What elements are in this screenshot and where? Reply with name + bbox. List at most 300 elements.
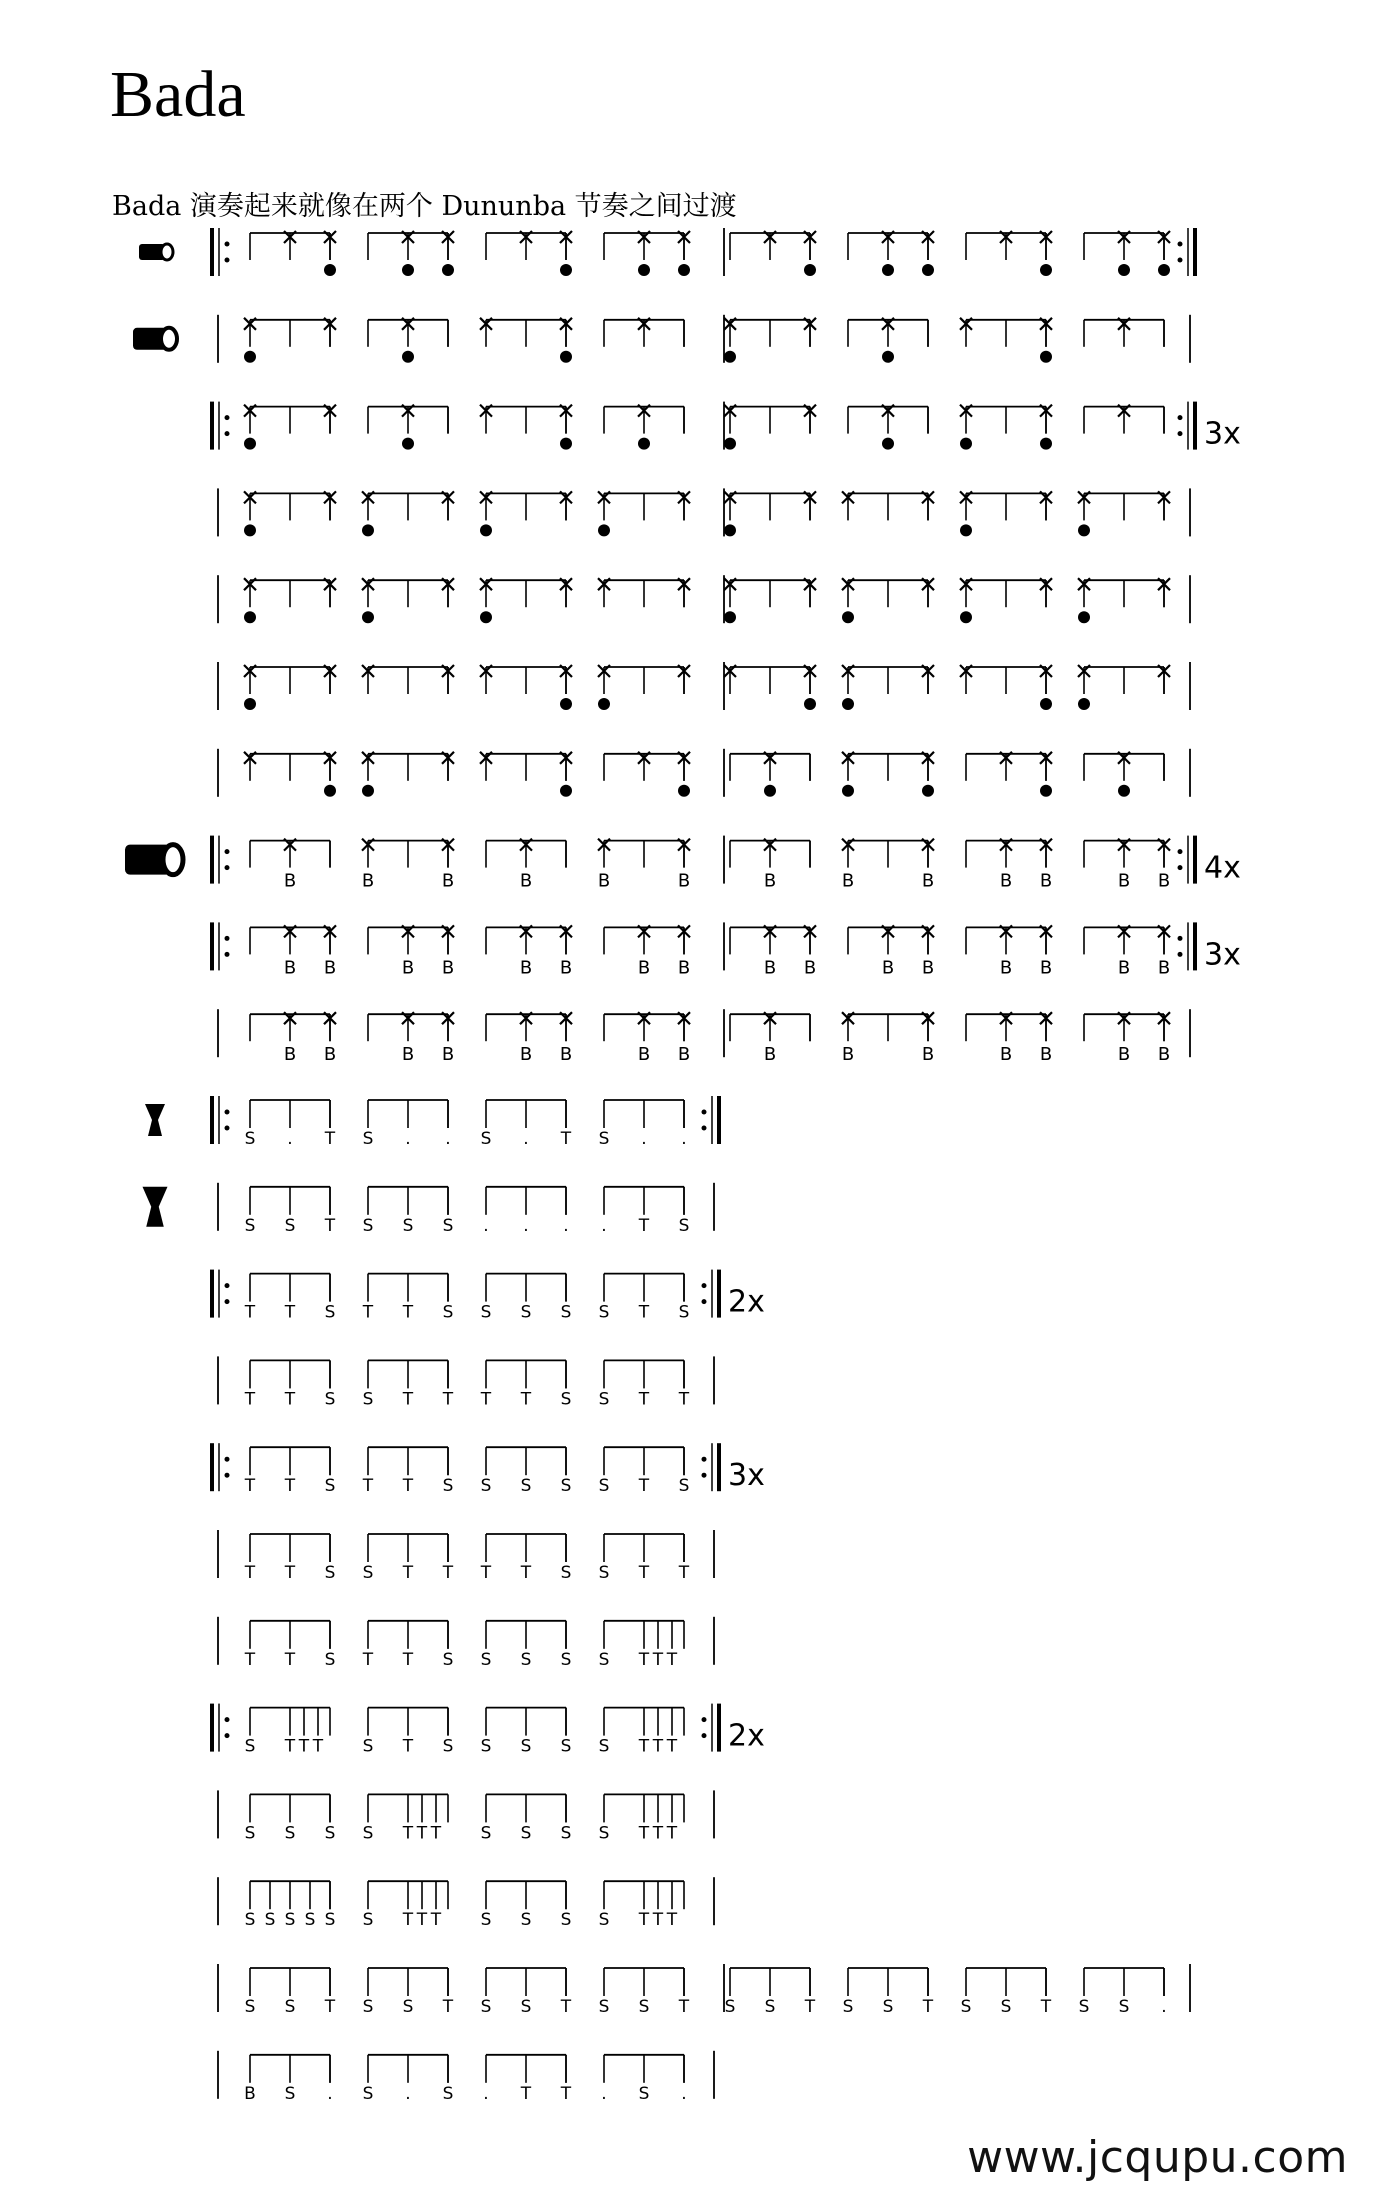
- djembe-note: T: [560, 1129, 572, 1149]
- djembe-note: S: [362, 1389, 374, 1410]
- repeat-count: 2x: [728, 1284, 765, 1320]
- bass-note: B: [637, 957, 651, 979]
- djembe-note: .: [523, 1215, 529, 1236]
- djembe-note: T: [442, 1389, 454, 1410]
- djembe-note: S: [560, 1736, 572, 1757]
- djembe-note: T: [804, 1997, 816, 2017]
- djembe-note: T: [638, 1910, 650, 1931]
- repeat-dot: [225, 952, 230, 957]
- djembe-note: T: [560, 1997, 572, 2017]
- page-subtitle: Bada 演奏起来就像在两个 Dununba 节奏之间过渡: [112, 191, 737, 222]
- djembe-note: T: [402, 1910, 414, 1931]
- repeat-dot: [1178, 431, 1183, 436]
- djembe-note: S: [284, 1215, 296, 1236]
- djembe-note: S: [480, 1910, 492, 1931]
- djembe-note: T: [520, 1563, 532, 1583]
- djembe-note: T: [638, 1389, 650, 1410]
- djembe-note: T: [638, 1736, 650, 1757]
- djembe-note: .: [405, 2083, 411, 2104]
- djembe-note: T: [442, 1997, 454, 2017]
- repeat-dot: [702, 1717, 707, 1722]
- bass-note: B: [677, 1044, 691, 1066]
- bell-dot: [402, 264, 414, 276]
- djembe-note: S: [560, 1823, 572, 1844]
- bass-note: B: [677, 957, 691, 979]
- bell-dot: [922, 264, 934, 276]
- repeat-dot: [1178, 865, 1183, 870]
- bell-dot: [1040, 785, 1052, 797]
- bass-note: B: [323, 1044, 337, 1066]
- djembe-note: .: [563, 1215, 569, 1236]
- bass-note: B: [283, 870, 297, 892]
- djembe-note: T: [284, 1649, 296, 1670]
- djembe-note: S: [520, 1736, 532, 1757]
- bass-note: B: [519, 870, 533, 892]
- djembe-note: S: [324, 1302, 336, 1323]
- djembe-note: T: [362, 1302, 374, 1323]
- djembe-note: S: [362, 1563, 374, 1583]
- djembe-note: T: [244, 1389, 256, 1410]
- djembe-note: S: [882, 1997, 894, 2017]
- bass-note: B: [441, 957, 455, 979]
- bass-note: B: [999, 1044, 1013, 1066]
- repeat-dot: [225, 431, 230, 436]
- djembe-note: T: [666, 1910, 678, 1931]
- djembe-drum-icon: [143, 1187, 168, 1227]
- djembe-note: S: [402, 1997, 414, 2017]
- djembe-note: T: [284, 1736, 296, 1757]
- djembe-note: T: [402, 1563, 414, 1583]
- djembe-note: S: [520, 1476, 532, 1497]
- bass-note: B: [1039, 957, 1053, 979]
- bass-note: B: [921, 1044, 935, 1066]
- repeat-count: 3x: [1204, 416, 1241, 452]
- bell-dot: [678, 264, 690, 276]
- djembe-note: T: [652, 1736, 664, 1757]
- bell-dot: [638, 264, 650, 276]
- bass-note: B: [323, 957, 337, 979]
- djembe-note: S: [520, 1997, 532, 2017]
- djembe-note: S: [598, 1476, 610, 1497]
- djembe-note: .: [327, 2083, 333, 2104]
- bell-dot: [560, 351, 572, 363]
- djembe-note: S: [324, 1910, 336, 1931]
- repeat-dot: [225, 1473, 230, 1478]
- djembe-note: T: [402, 1823, 414, 1844]
- djembe-note: T: [442, 1563, 454, 1583]
- djembe-note: .: [681, 1129, 687, 1149]
- bass-note: B: [1117, 1044, 1131, 1066]
- bell-dot: [724, 611, 736, 623]
- bass-note: B: [441, 1044, 455, 1066]
- djembe-note: .: [483, 2083, 489, 2104]
- djembe-note: S: [442, 1215, 454, 1236]
- djembe-note: T: [244, 1563, 256, 1583]
- djembe-note: S: [598, 1910, 610, 1931]
- djembe-note: T: [430, 1823, 442, 1844]
- bass-note: B: [999, 870, 1013, 892]
- dununba-drum-head: [163, 845, 183, 875]
- bell-dot: [244, 698, 256, 710]
- bass-note: B: [921, 957, 935, 979]
- bell-dot: [842, 785, 854, 797]
- bell-dot: [678, 785, 690, 797]
- djembe-note: .: [523, 1129, 529, 1149]
- djembe-drum-icon: [145, 1104, 165, 1136]
- repeat-count: 3x: [728, 1458, 765, 1494]
- djembe-note: S: [442, 1736, 454, 1757]
- djembe-note: S: [724, 1997, 736, 2017]
- djembe-note: T: [284, 1476, 296, 1497]
- djembe-note: S: [520, 1302, 532, 1323]
- bell-dot: [1118, 785, 1130, 797]
- repeat-dot: [225, 865, 230, 870]
- bass-note: B: [1039, 870, 1053, 892]
- djembe-note: S: [1000, 1997, 1012, 2017]
- djembe-note: T: [402, 1476, 414, 1497]
- djembe-note: .: [405, 1129, 411, 1149]
- djembe-note: .: [681, 2083, 687, 2104]
- bell-dot: [1040, 698, 1052, 710]
- bell-dot: [960, 438, 972, 450]
- djembe-note: S: [244, 1823, 256, 1844]
- djembe-note: T: [362, 1476, 374, 1497]
- bass-note: B: [401, 957, 415, 979]
- repeat-dot: [225, 242, 230, 247]
- bass-note: B: [1157, 957, 1171, 979]
- djembe-note: S: [520, 1649, 532, 1670]
- djembe-note: S: [598, 1997, 610, 2017]
- djembe-note: S: [480, 1129, 492, 1149]
- djembe-note: T: [362, 1649, 374, 1670]
- bell-dot: [882, 264, 894, 276]
- djembe-note: T: [244, 1302, 256, 1323]
- djembe-note: S: [284, 1910, 296, 1931]
- repeat-dot: [1178, 258, 1183, 263]
- repeat-dot: [225, 1717, 230, 1722]
- bass-note: B: [921, 870, 935, 892]
- page-title: Bada: [110, 58, 246, 131]
- bell-dot: [922, 785, 934, 797]
- bass-note: B: [763, 957, 777, 979]
- bell-dot: [1158, 264, 1170, 276]
- djembe-note: S: [442, 1476, 454, 1497]
- repeat-dot: [1178, 952, 1183, 957]
- repeat-dot: [225, 415, 230, 420]
- djembe-note: S: [678, 1476, 690, 1497]
- bell-dot: [960, 611, 972, 623]
- bell-dot: [362, 524, 374, 536]
- djembe-note: .: [641, 1129, 647, 1149]
- djembe-note: T: [652, 1649, 664, 1670]
- djembe-note: S: [598, 1302, 610, 1323]
- djembe-note: S: [324, 1563, 336, 1583]
- djembe-note: T: [284, 1389, 296, 1410]
- repeat-dot: [702, 1473, 707, 1478]
- bell-dot: [1040, 351, 1052, 363]
- djembe-note: S: [244, 1910, 256, 1931]
- repeat-dot: [1178, 936, 1183, 941]
- djembe-note: T: [324, 1997, 336, 2017]
- djembe-note: S: [480, 1736, 492, 1757]
- repeat-dot: [1178, 242, 1183, 247]
- djembe-note: T: [638, 1649, 650, 1670]
- bell-dot: [764, 785, 776, 797]
- djembe-note: T: [638, 1215, 650, 1236]
- djembe-note: S: [560, 1649, 572, 1670]
- djembe-note: S: [362, 1997, 374, 2017]
- djembe-note: T: [244, 1649, 256, 1670]
- bell-dot: [244, 524, 256, 536]
- djembe-note: .: [601, 1215, 607, 1236]
- djembe-note: T: [402, 1649, 414, 1670]
- bass-note: B: [1157, 1044, 1171, 1066]
- bell-dot: [842, 611, 854, 623]
- bell-dot: [560, 698, 572, 710]
- djembe-note: S: [480, 1649, 492, 1670]
- djembe-note: S: [442, 1649, 454, 1670]
- djembe-note: T: [480, 1389, 492, 1410]
- djembe-note: S: [480, 1997, 492, 2017]
- djembe-note: S: [560, 1476, 572, 1497]
- djembe-note: T: [638, 1476, 650, 1497]
- repeat-dot: [225, 1733, 230, 1738]
- bell-dot: [724, 438, 736, 450]
- bass-note: B: [763, 1044, 777, 1066]
- djembe-note: S: [244, 1215, 256, 1236]
- djembe-note: S: [678, 1302, 690, 1323]
- djembe-note: S: [402, 1215, 414, 1236]
- djembe-note: S: [480, 1823, 492, 1844]
- djembe-note: S: [520, 1823, 532, 1844]
- djembe-note: S: [244, 1997, 256, 2017]
- djembe-note: S: [638, 1997, 650, 2017]
- bass-note: B: [519, 957, 533, 979]
- repeat-count: 4x: [1204, 850, 1241, 886]
- bell-dot: [724, 524, 736, 536]
- djembe-note: S: [598, 1129, 610, 1149]
- djembe-note: T: [402, 1302, 414, 1323]
- djembe-note: S: [362, 1129, 374, 1149]
- djembe-note: T: [652, 1823, 664, 1844]
- djembe-note: T: [666, 1649, 678, 1670]
- djembe-note: S: [324, 1649, 336, 1670]
- bass-note: B: [519, 1044, 533, 1066]
- bass-note: B: [1157, 870, 1171, 892]
- bass-note: B: [1039, 1044, 1053, 1066]
- djembe-note: S: [442, 2083, 454, 2104]
- kenkeni-drum-head: [161, 244, 173, 260]
- bass-note: B: [841, 870, 855, 892]
- bell-dot: [1078, 524, 1090, 536]
- djembe-note: .: [601, 2083, 607, 2104]
- djembe-note: S: [598, 1563, 610, 1583]
- djembe-note: .: [1161, 1997, 1167, 2017]
- djembe-note: S: [304, 1910, 316, 1931]
- djembe-note: S: [598, 1649, 610, 1670]
- bell-dot: [244, 438, 256, 450]
- djembe-note: S: [764, 1997, 776, 2017]
- djembe-note: B: [244, 2083, 256, 2104]
- djembe-note: S: [520, 1910, 532, 1931]
- repeat-dot: [702, 1457, 707, 1462]
- watermark-text: www.jcqupu.com: [967, 2132, 1348, 2183]
- repeat-dot: [225, 849, 230, 854]
- bell-dot: [480, 611, 492, 623]
- bass-note: B: [441, 870, 455, 892]
- djembe-note: T: [520, 2083, 532, 2104]
- bell-dot: [638, 438, 650, 450]
- bass-note: B: [401, 1044, 415, 1066]
- djembe-note: S: [598, 1736, 610, 1757]
- djembe-note: S: [362, 1736, 374, 1757]
- bell-dot: [598, 524, 610, 536]
- repeat-dot: [702, 1733, 707, 1738]
- djembe-note: T: [298, 1736, 310, 1757]
- bass-note: B: [1117, 957, 1131, 979]
- djembe-note: S: [560, 1389, 572, 1410]
- bass-note: B: [597, 870, 611, 892]
- djembe-note: T: [324, 1215, 336, 1236]
- djembe-note: T: [416, 1910, 428, 1931]
- bass-note: B: [881, 957, 895, 979]
- djembe-note: S: [244, 1736, 256, 1757]
- bass-note: B: [283, 957, 297, 979]
- djembe-note: S: [960, 1997, 972, 2017]
- djembe-note: T: [284, 1302, 296, 1323]
- sangban-drum-head: [161, 328, 177, 350]
- djembe-note: T: [416, 1823, 428, 1844]
- djembe-note: S: [362, 1215, 374, 1236]
- djembe-note: S: [480, 1476, 492, 1497]
- bass-note: B: [1117, 870, 1131, 892]
- djembe-note: S: [244, 1129, 256, 1149]
- bell-dot: [442, 264, 454, 276]
- bass-note: B: [559, 957, 573, 979]
- djembe-note: T: [638, 1823, 650, 1844]
- djembe-note: S: [638, 2083, 650, 2104]
- djembe-note: T: [560, 2083, 572, 2104]
- djembe-note: T: [1040, 1997, 1052, 2017]
- djembe-note: T: [666, 1823, 678, 1844]
- bell-dot: [1040, 438, 1052, 450]
- djembe-note: S: [560, 1302, 572, 1323]
- bell-dot: [842, 698, 854, 710]
- djembe-note: S: [480, 1302, 492, 1323]
- bass-note: B: [559, 1044, 573, 1066]
- bell-dot: [960, 524, 972, 536]
- djembe-note: T: [284, 1563, 296, 1583]
- bass-note: B: [677, 870, 691, 892]
- repeat-dot: [702, 1126, 707, 1131]
- djembe-note: S: [560, 1563, 572, 1583]
- djembe-note: T: [678, 1389, 690, 1410]
- bell-dot: [598, 698, 610, 710]
- djembe-note: T: [678, 1563, 690, 1583]
- djembe-note: S: [842, 1997, 854, 2017]
- djembe-note: S: [362, 1823, 374, 1844]
- bell-dot: [882, 438, 894, 450]
- bass-note: B: [283, 1044, 297, 1066]
- djembe-note: T: [402, 1389, 414, 1410]
- repeat-count: 2x: [728, 1718, 765, 1754]
- djembe-note: T: [312, 1736, 324, 1757]
- bell-dot: [1118, 264, 1130, 276]
- djembe-note: S: [284, 2083, 296, 2104]
- bell-dot: [362, 611, 374, 623]
- djembe-note: S: [324, 1476, 336, 1497]
- djembe-note: S: [442, 1302, 454, 1323]
- bell-dot: [402, 438, 414, 450]
- bell-dot: [560, 264, 572, 276]
- bell-dot: [244, 611, 256, 623]
- bass-note: B: [637, 1044, 651, 1066]
- bell-dot: [724, 351, 736, 363]
- bass-note: B: [999, 957, 1013, 979]
- djembe-note: T: [324, 1129, 336, 1149]
- djembe-note: S: [362, 2083, 374, 2104]
- bell-dot: [560, 785, 572, 797]
- djembe-note: S: [264, 1910, 276, 1931]
- djembe-note: S: [560, 1910, 572, 1931]
- djembe-note: T: [480, 1563, 492, 1583]
- bass-note: B: [841, 1044, 855, 1066]
- djembe-note: S: [284, 1997, 296, 2017]
- repeat-dot: [225, 1283, 230, 1288]
- djembe-note: S: [598, 1823, 610, 1844]
- djembe-note: T: [652, 1910, 664, 1931]
- repeat-dot: [702, 1299, 707, 1304]
- djembe-note: S: [362, 1910, 374, 1931]
- bell-dot: [244, 351, 256, 363]
- bass-note: B: [803, 957, 817, 979]
- bell-dot: [362, 785, 374, 797]
- djembe-note: T: [402, 1736, 414, 1757]
- djembe-note: T: [430, 1910, 442, 1931]
- djembe-note: S: [1118, 1997, 1130, 2017]
- djembe-note: T: [678, 1997, 690, 2017]
- repeat-count: 3x: [1204, 937, 1241, 973]
- bell-dot: [480, 524, 492, 536]
- djembe-note: S: [678, 1215, 690, 1236]
- bell-dot: [1078, 698, 1090, 710]
- djembe-note: T: [666, 1736, 678, 1757]
- repeat-dot: [225, 936, 230, 941]
- djembe-note: T: [520, 1389, 532, 1410]
- repeat-dot: [225, 258, 230, 263]
- repeat-dot: [225, 1457, 230, 1462]
- bell-dot: [804, 698, 816, 710]
- djembe-note: S: [284, 1823, 296, 1844]
- repeat-dot: [1178, 415, 1183, 420]
- repeat-dot: [1178, 849, 1183, 854]
- djembe-note: S: [324, 1389, 336, 1410]
- bell-dot: [324, 785, 336, 797]
- bell-dot: [1078, 611, 1090, 623]
- djembe-note: S: [1078, 1997, 1090, 2017]
- bass-note: B: [763, 870, 777, 892]
- djembe-note: S: [324, 1823, 336, 1844]
- djembe-note: .: [287, 1129, 293, 1149]
- bass-note: B: [361, 870, 375, 892]
- djembe-note: S: [598, 1389, 610, 1410]
- bell-dot: [402, 351, 414, 363]
- repeat-dot: [225, 1299, 230, 1304]
- bell-dot: [1040, 264, 1052, 276]
- bell-dot: [560, 438, 572, 450]
- repeat-dot: [702, 1110, 707, 1115]
- repeat-dot: [702, 1283, 707, 1288]
